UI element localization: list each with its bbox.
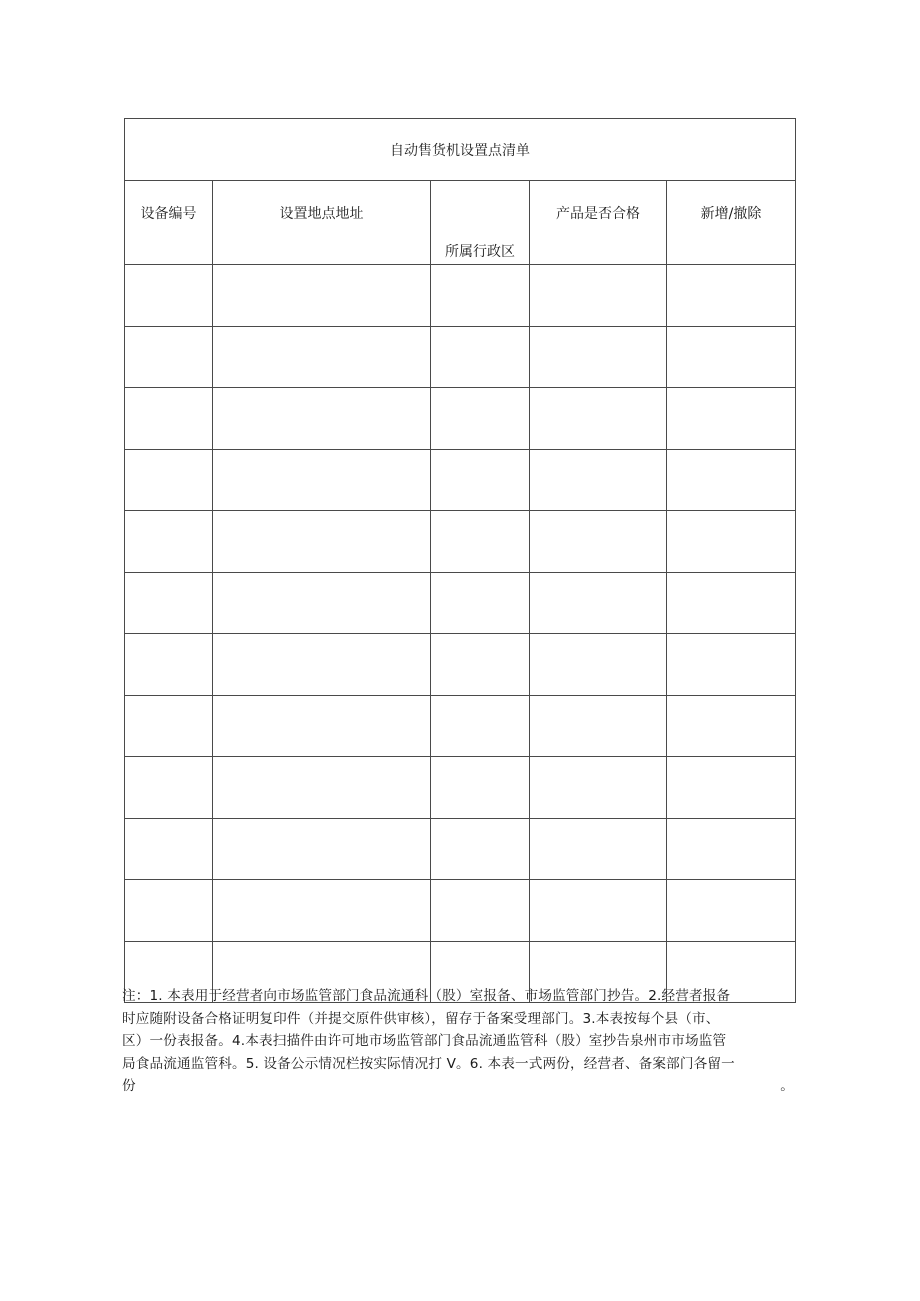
cell-device-no[interactable] [125,695,213,757]
form-note [122,985,802,1098]
cell-add-remove[interactable] [667,326,796,388]
table-row [125,326,796,388]
cell-qualified[interactable] [530,634,667,696]
cell-qualified[interactable] [530,511,667,573]
cell-address[interactable] [213,511,431,573]
cell-add-remove[interactable] [667,265,796,327]
table-row [125,511,796,573]
cell-device-no[interactable] [125,634,213,696]
cell-add-remove[interactable] [667,388,796,450]
vending-machine-table [124,118,796,1003]
cell-district[interactable] [431,818,530,880]
cell-address[interactable] [213,388,431,450]
cell-add-remove[interactable] [667,572,796,634]
cell-device-no[interactable] [125,757,213,819]
note-line-5-start: 份 [122,1078,136,1094]
cell-device-no[interactable] [125,326,213,388]
table-title-row [125,119,796,181]
cell-district[interactable] [431,326,530,388]
cell-device-no[interactable] [125,880,213,942]
cell-qualified[interactable] [530,265,667,327]
cell-qualified[interactable] [530,695,667,757]
cell-qualified[interactable] [530,326,667,388]
cell-district[interactable] [431,634,530,696]
cell-device-no[interactable] [125,572,213,634]
cell-qualified[interactable] [530,818,667,880]
cell-address[interactable] [213,634,431,696]
table-title: 自动售货机设置点清单 [125,119,796,181]
cell-add-remove[interactable] [667,511,796,573]
cell-address[interactable] [213,449,431,511]
cell-qualified[interactable] [530,757,667,819]
cell-device-no[interactable] [125,449,213,511]
cell-device-no[interactable] [125,265,213,327]
table-header-row [125,181,796,265]
cell-qualified[interactable] [530,880,667,942]
note-line-3: 区）一份表报备。4.本表扫描件由许可地市场监管部门食品流通监管科（股）室抄告泉州市市场监管 [122,1033,727,1049]
cell-address[interactable] [213,757,431,819]
cell-district[interactable] [431,511,530,573]
cell-district[interactable] [431,388,530,450]
cell-qualified[interactable] [530,572,667,634]
cell-address[interactable] [213,572,431,634]
cell-add-remove[interactable] [667,449,796,511]
cell-device-no[interactable] [125,511,213,573]
cell-address[interactable] [213,880,431,942]
note-line-5 [122,1075,794,1098]
cell-address[interactable] [213,695,431,757]
cell-qualified[interactable] [530,388,667,450]
note-line-2: 时应随附设备合格证明复印件（并提交原件供审核），留存于备案受理部门。3.本表按每个县（市、 [122,1010,720,1027]
header-qualified: 产品是否合格 [530,181,667,265]
cell-add-remove[interactable] [667,818,796,880]
note-line-1: 注：1. 本表用于经营者向市场监管部门食品流通科（股）室报备、市场监管部门抄告。2.经营者报备 [122,988,731,1004]
table-row [125,695,796,757]
note-line-4: 局食品流通监管科。5. 设备公示情况栏按实际情况打 V。6. 本表一式两份，经营者、备案部门各留一 [122,1055,735,1072]
header-address: 设置地点地址 [213,181,431,265]
table-row [125,818,796,880]
table-body [125,265,796,1003]
cell-device-no[interactable] [125,818,213,880]
cell-district[interactable] [431,265,530,327]
note-line-5-end: 。 [780,1078,794,1094]
cell-add-remove[interactable] [667,695,796,757]
cell-device-no[interactable] [125,388,213,450]
cell-address[interactable] [213,265,431,327]
table-row [125,449,796,511]
table-row [125,880,796,942]
header-device-no: 设备编号 [125,181,213,265]
table-row [125,572,796,634]
table-row [125,634,796,696]
cell-qualified[interactable] [530,449,667,511]
header-district: 所属行政区 [431,181,530,265]
vending-machine-list-form [124,118,795,1003]
cell-address[interactable] [213,818,431,880]
table-row [125,388,796,450]
cell-add-remove[interactable] [667,634,796,696]
header-add-remove: 新增/撤除 [667,181,796,265]
cell-district[interactable] [431,572,530,634]
cell-district[interactable] [431,695,530,757]
cell-add-remove[interactable] [667,757,796,819]
table-row [125,265,796,327]
cell-district[interactable] [431,880,530,942]
cell-address[interactable] [213,326,431,388]
cell-district[interactable] [431,449,530,511]
cell-add-remove[interactable] [667,880,796,942]
table-row [125,757,796,819]
cell-district[interactable] [431,757,530,819]
